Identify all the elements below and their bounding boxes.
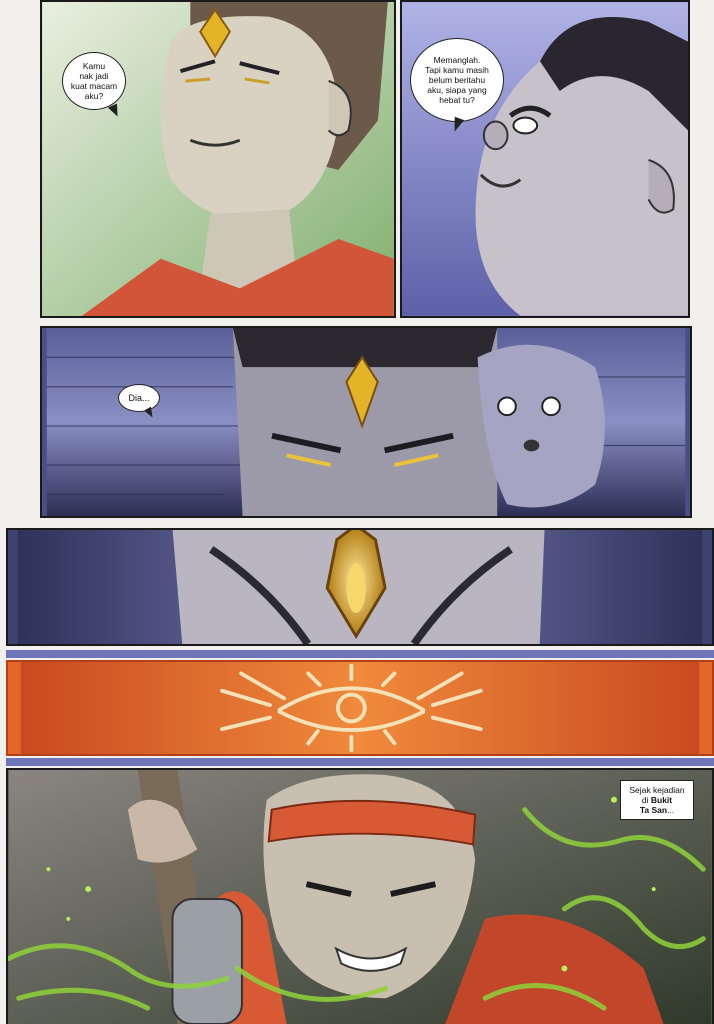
page-number: 3	[694, 993, 700, 1004]
narration-caption	[620, 780, 694, 820]
panel-hero-closeup	[40, 0, 396, 318]
panel-third-eye-closeup	[6, 528, 714, 646]
panel-companion-closeup	[400, 0, 690, 318]
night-duo-illustration	[42, 328, 690, 516]
divider-stripe	[6, 650, 714, 658]
panel-hero-battle	[6, 768, 714, 1024]
divider-stripe	[6, 758, 714, 766]
speech-bubble-hero: Kamu nak jadi kuat macam aku?	[62, 52, 126, 110]
speech-bubble-dia: Dia...	[118, 384, 160, 412]
third-eye-illustration	[8, 530, 712, 644]
hero-face-illustration	[42, 2, 394, 316]
speech-bubble-companion: Memanglah. Tapi kamu masih belum beritahu aku, siapa yang hebat tu?	[410, 38, 504, 122]
caption-line-2	[626, 795, 688, 815]
hero-battle-illustration	[8, 770, 712, 1024]
panel-night-duo	[40, 326, 692, 518]
caption-line-1: Sejak kejadian	[629, 785, 685, 795]
caption-place-name: Bukit Ta San	[639, 795, 673, 815]
eye-emblem-icon	[8, 662, 712, 754]
caption-di: di	[641, 795, 649, 805]
panel-eye-emblem	[6, 660, 714, 756]
caption-ellipsis: ...	[667, 805, 675, 815]
